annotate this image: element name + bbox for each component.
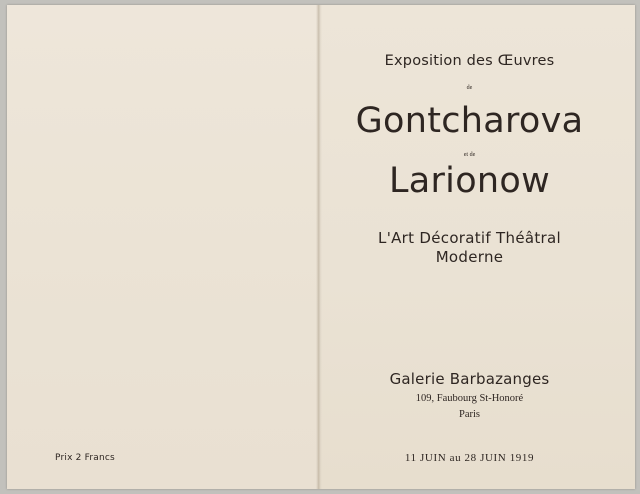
gallery-name: Galerie Barbazanges — [389, 370, 550, 388]
connector-de: de — [466, 85, 473, 91]
connector-et-de: et de — [463, 152, 476, 158]
price-label: Prix 2 Francs — [55, 453, 115, 463]
back-page — [7, 5, 318, 489]
subtitle-line-1: L'Art Décoratif Théâtral — [378, 229, 561, 247]
exhibition-heading: Exposition des Œuvres — [384, 53, 555, 69]
gallery-city: Paris — [459, 409, 480, 420]
exhibition-dates: 11 JUIN au 28 JUIN 1919 — [404, 452, 535, 464]
gallery-address: 109, Faubourg St-Honoré — [415, 393, 524, 404]
artist-name-larionow: Larionow — [388, 161, 551, 201]
subtitle-line-2: Moderne — [435, 248, 504, 266]
artist-name-gontcharova: Gontcharova — [355, 101, 584, 141]
